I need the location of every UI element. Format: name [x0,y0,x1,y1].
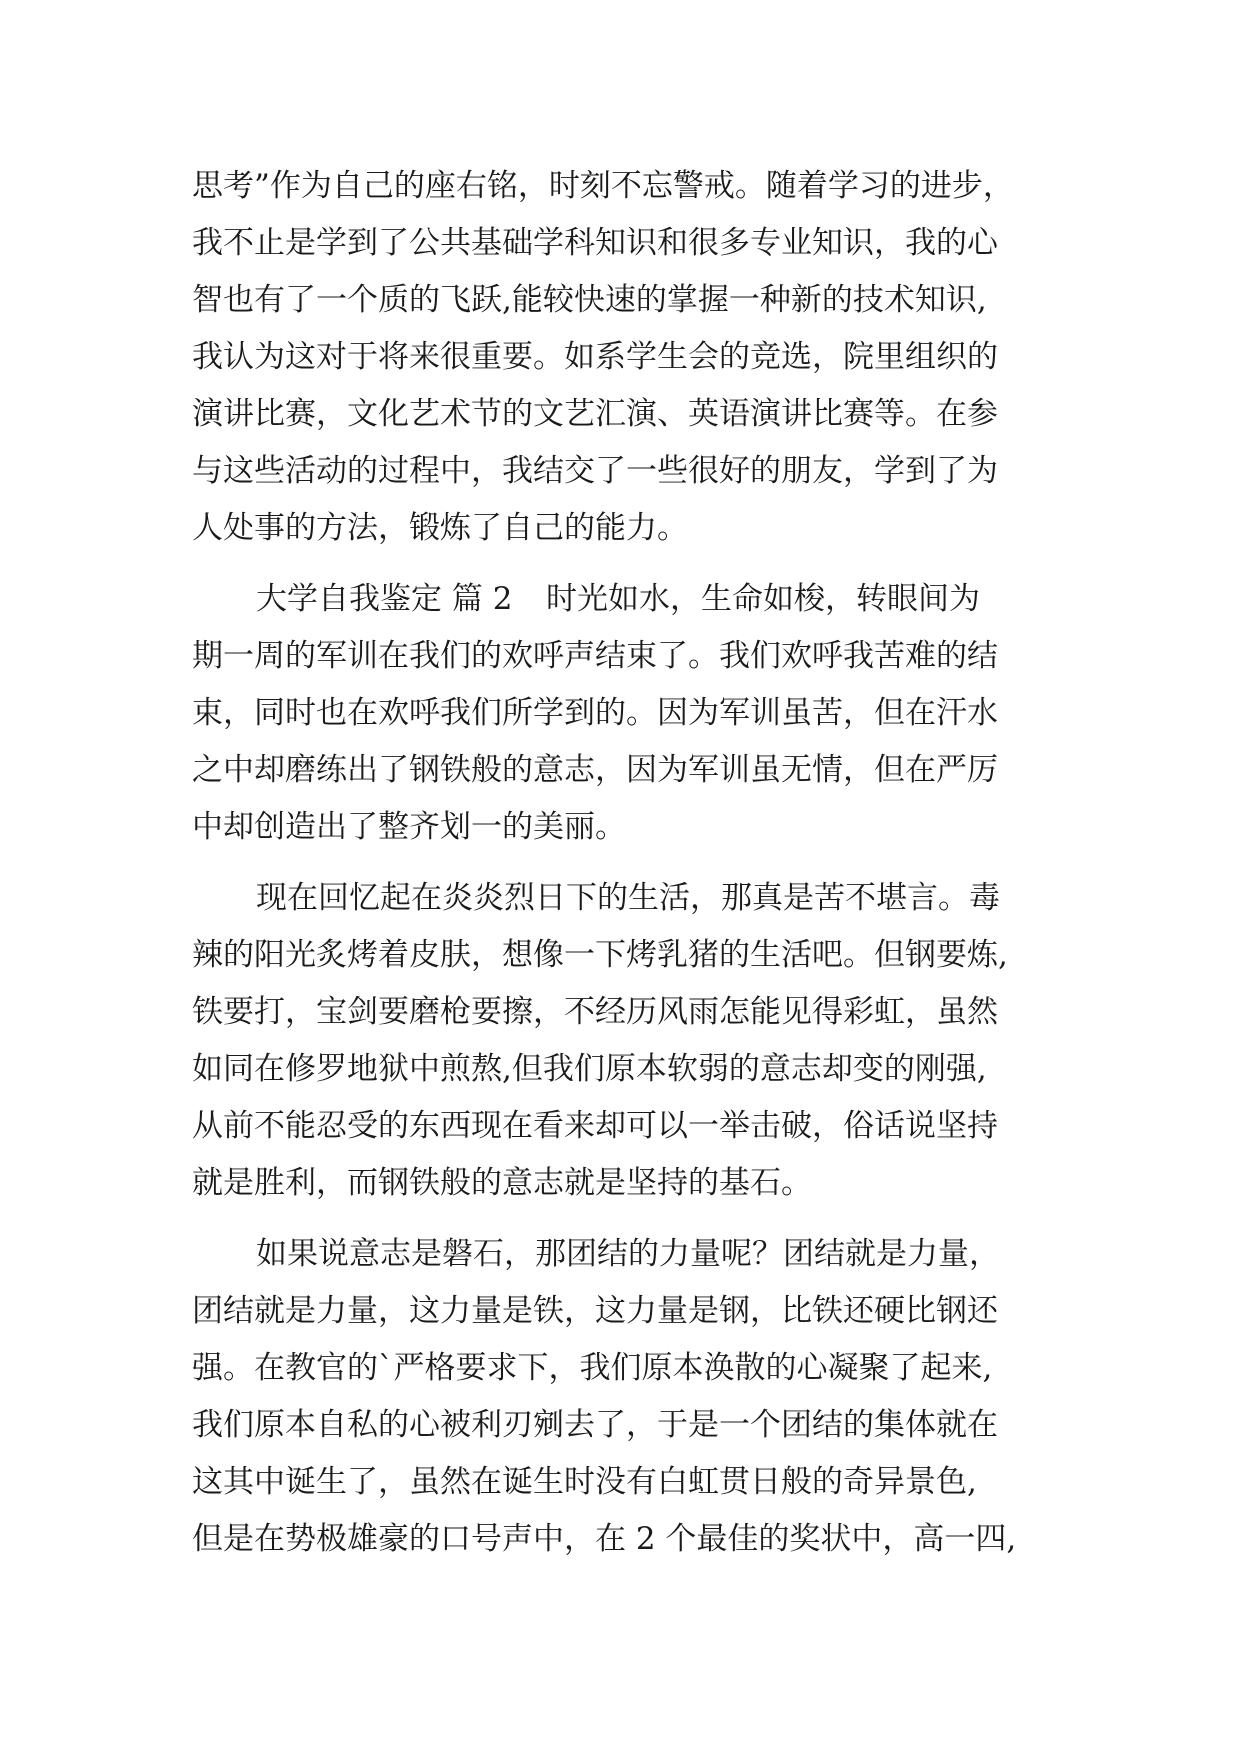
text-line [192,571,1092,628]
text-line: 我们原本自私的心被利刃剜去了，于是一个团结的集体就在 [192,1407,998,1443]
text-line: 辣的阳光炙烤着皮肤，想像一下烤乳猪的生活吧。但钢要炼, [192,937,1008,973]
text-line: 铁要打，宝剑要磨枪要擦，不经历风雨怎能见得彩虹，虽然 [192,994,998,1030]
text-line: 如同在修罗地狱中煎熬,但我们原本软弱的意志却变的刚强, [192,1051,987,1087]
text-line: 中却创造出了整齐划一的美丽。 [192,809,626,845]
text-line: 束，同时也在欢呼我们所学到的。因为军训虽苦，但在汗水 [192,695,998,731]
text-line: 如果说意志是磐石，那团结的力量呢？团结就是力量， [256,1236,1000,1272]
text-line: 我认为这对于将来很重要。如系学生会的竞选，院里组织的 [192,339,998,375]
text-line: 我不止是学到了公共基础学科知识和很多专业知识，我的心 [192,225,998,261]
text-line: 智也有了一个质的飞跃,能较快速的掌握一种新的技术知识, [192,282,987,318]
paragraph-1 [192,158,1092,557]
text-line: 与这些活动的过程中，我结交了一些很好的朋友，学到了为 [192,453,998,489]
text-line: 强。在教官的`严格要求下，我们原本涣散的心凝聚了起来, [192,1350,993,1386]
paragraph-2-first-text: 时光如水，生命如梭，转眼间为 [546,581,980,617]
paragraph-2 [192,571,1092,856]
text-line: 之中却磨练出了钢铁般的意志，因为军训虽无情，但在严厉 [192,752,998,788]
text-line: 思考”作为自己的座右铭，时刻不忘警戒。随着学习的进步， [192,168,1014,204]
text-line: 期一周的军训在我们的欢呼声结束了。我们欢呼我苦难的结 [192,638,998,674]
text-line: 团结就是力量，这力量是铁，这力量是钢，比铁还硬比钢还 [192,1293,998,1329]
text-line: 但是在势极雄豪的口号声中，在 2 个最佳的奖状中，高一四, [192,1521,1017,1557]
text-line: 就是胜利，而钢铁般的意志就是坚持的基石。 [192,1165,812,1201]
document-body [192,158,1092,1568]
text-line: 从前不能忍受的东西现在看来却可以一举击破，俗话说坚持 [192,1108,998,1144]
paragraph-3 [192,870,1092,1212]
text-line: 人处事的方法，锻炼了自己的能力。 [192,510,688,546]
text-line: 这其中诞生了，虽然在诞生时没有白虹贯日般的奇异景色, [192,1464,977,1500]
paragraph-4 [192,1226,1092,1568]
text-line: 演讲比赛，文化艺术节的文艺汇演、英语演讲比赛等。在参 [192,396,998,432]
section-heading: 大学自我鉴定 篇 2 [256,581,513,617]
text-line: 现在回忆起在炎炎烈日下的生活，那真是苦不堪言。毒 [256,880,1000,916]
